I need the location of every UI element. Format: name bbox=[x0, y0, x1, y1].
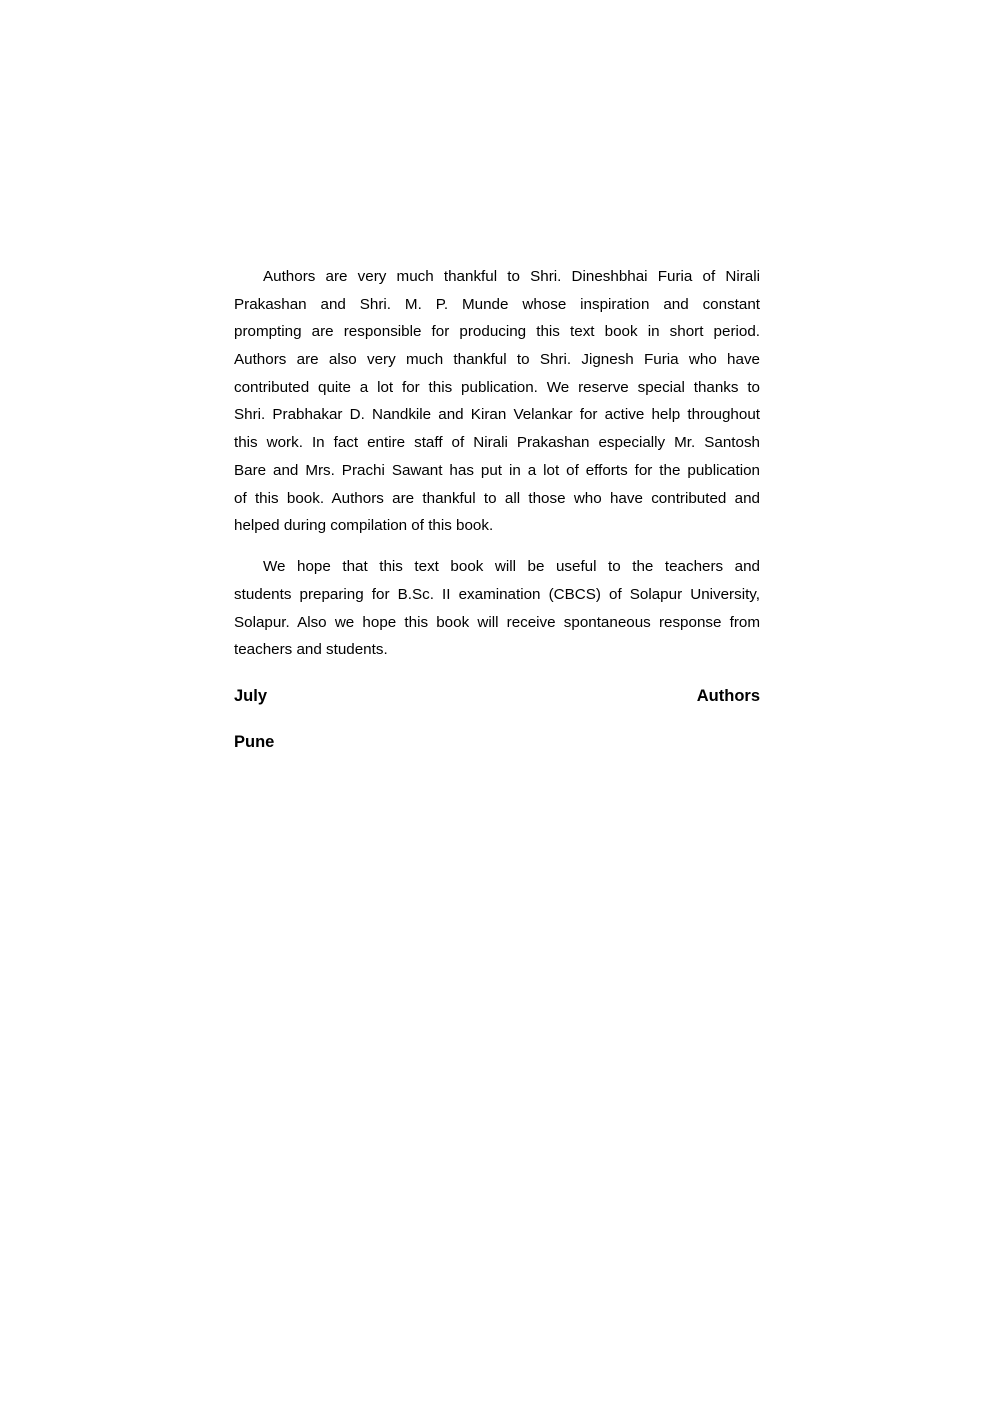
signature-place-row bbox=[234, 732, 760, 752]
text-line: We hope that this text book will be useful to the teachers and bbox=[263, 558, 760, 576]
signature-month: July bbox=[234, 687, 268, 705]
text-line: students preparing for B.Sc. II examination (CBCS) of Solapur University, bbox=[234, 586, 760, 604]
text-line: Prakashan and Shri. M. P. Munde whose inspiration and constant bbox=[234, 295, 760, 313]
signature-place: Pune bbox=[234, 733, 275, 751]
text-line: contributed quite a lot for this publication. We reserve special thanks to bbox=[234, 378, 760, 396]
text-line: prompting are responsible for producing this text book in short period. bbox=[234, 323, 760, 341]
text-line: Authors are very much thankful to Shri. Dineshbhai Furia of Nirali bbox=[263, 268, 760, 285]
text-line: Shri. Prabhakar D. Nandkile and Kiran Velankar for active help throughout bbox=[234, 406, 760, 424]
signature-row bbox=[234, 686, 760, 706]
text-line: helped during compilation of this book. bbox=[234, 517, 494, 535]
text-line: Authors are also very much thankful to Shri. Jignesh Furia who have bbox=[234, 351, 760, 369]
text-line: Bare and Mrs. Prachi Sawant has put in a lot of efforts for the publication bbox=[234, 461, 760, 479]
hope-paragraph bbox=[234, 553, 760, 664]
text-line: Solapur. Also we hope this book will receive spontaneous response from bbox=[234, 613, 760, 631]
signature-authors: Authors bbox=[696, 687, 760, 705]
text-line: teachers and students. bbox=[234, 641, 388, 659]
text-line: of this book. Authors are thankful to all those who have contributed and bbox=[234, 489, 760, 507]
text-line: this work. In fact entire staff of Nirali Prakashan especially Mr. Santosh bbox=[234, 434, 760, 452]
acknowledgement-paragraph bbox=[234, 263, 760, 540]
preface-body bbox=[234, 263, 760, 678]
